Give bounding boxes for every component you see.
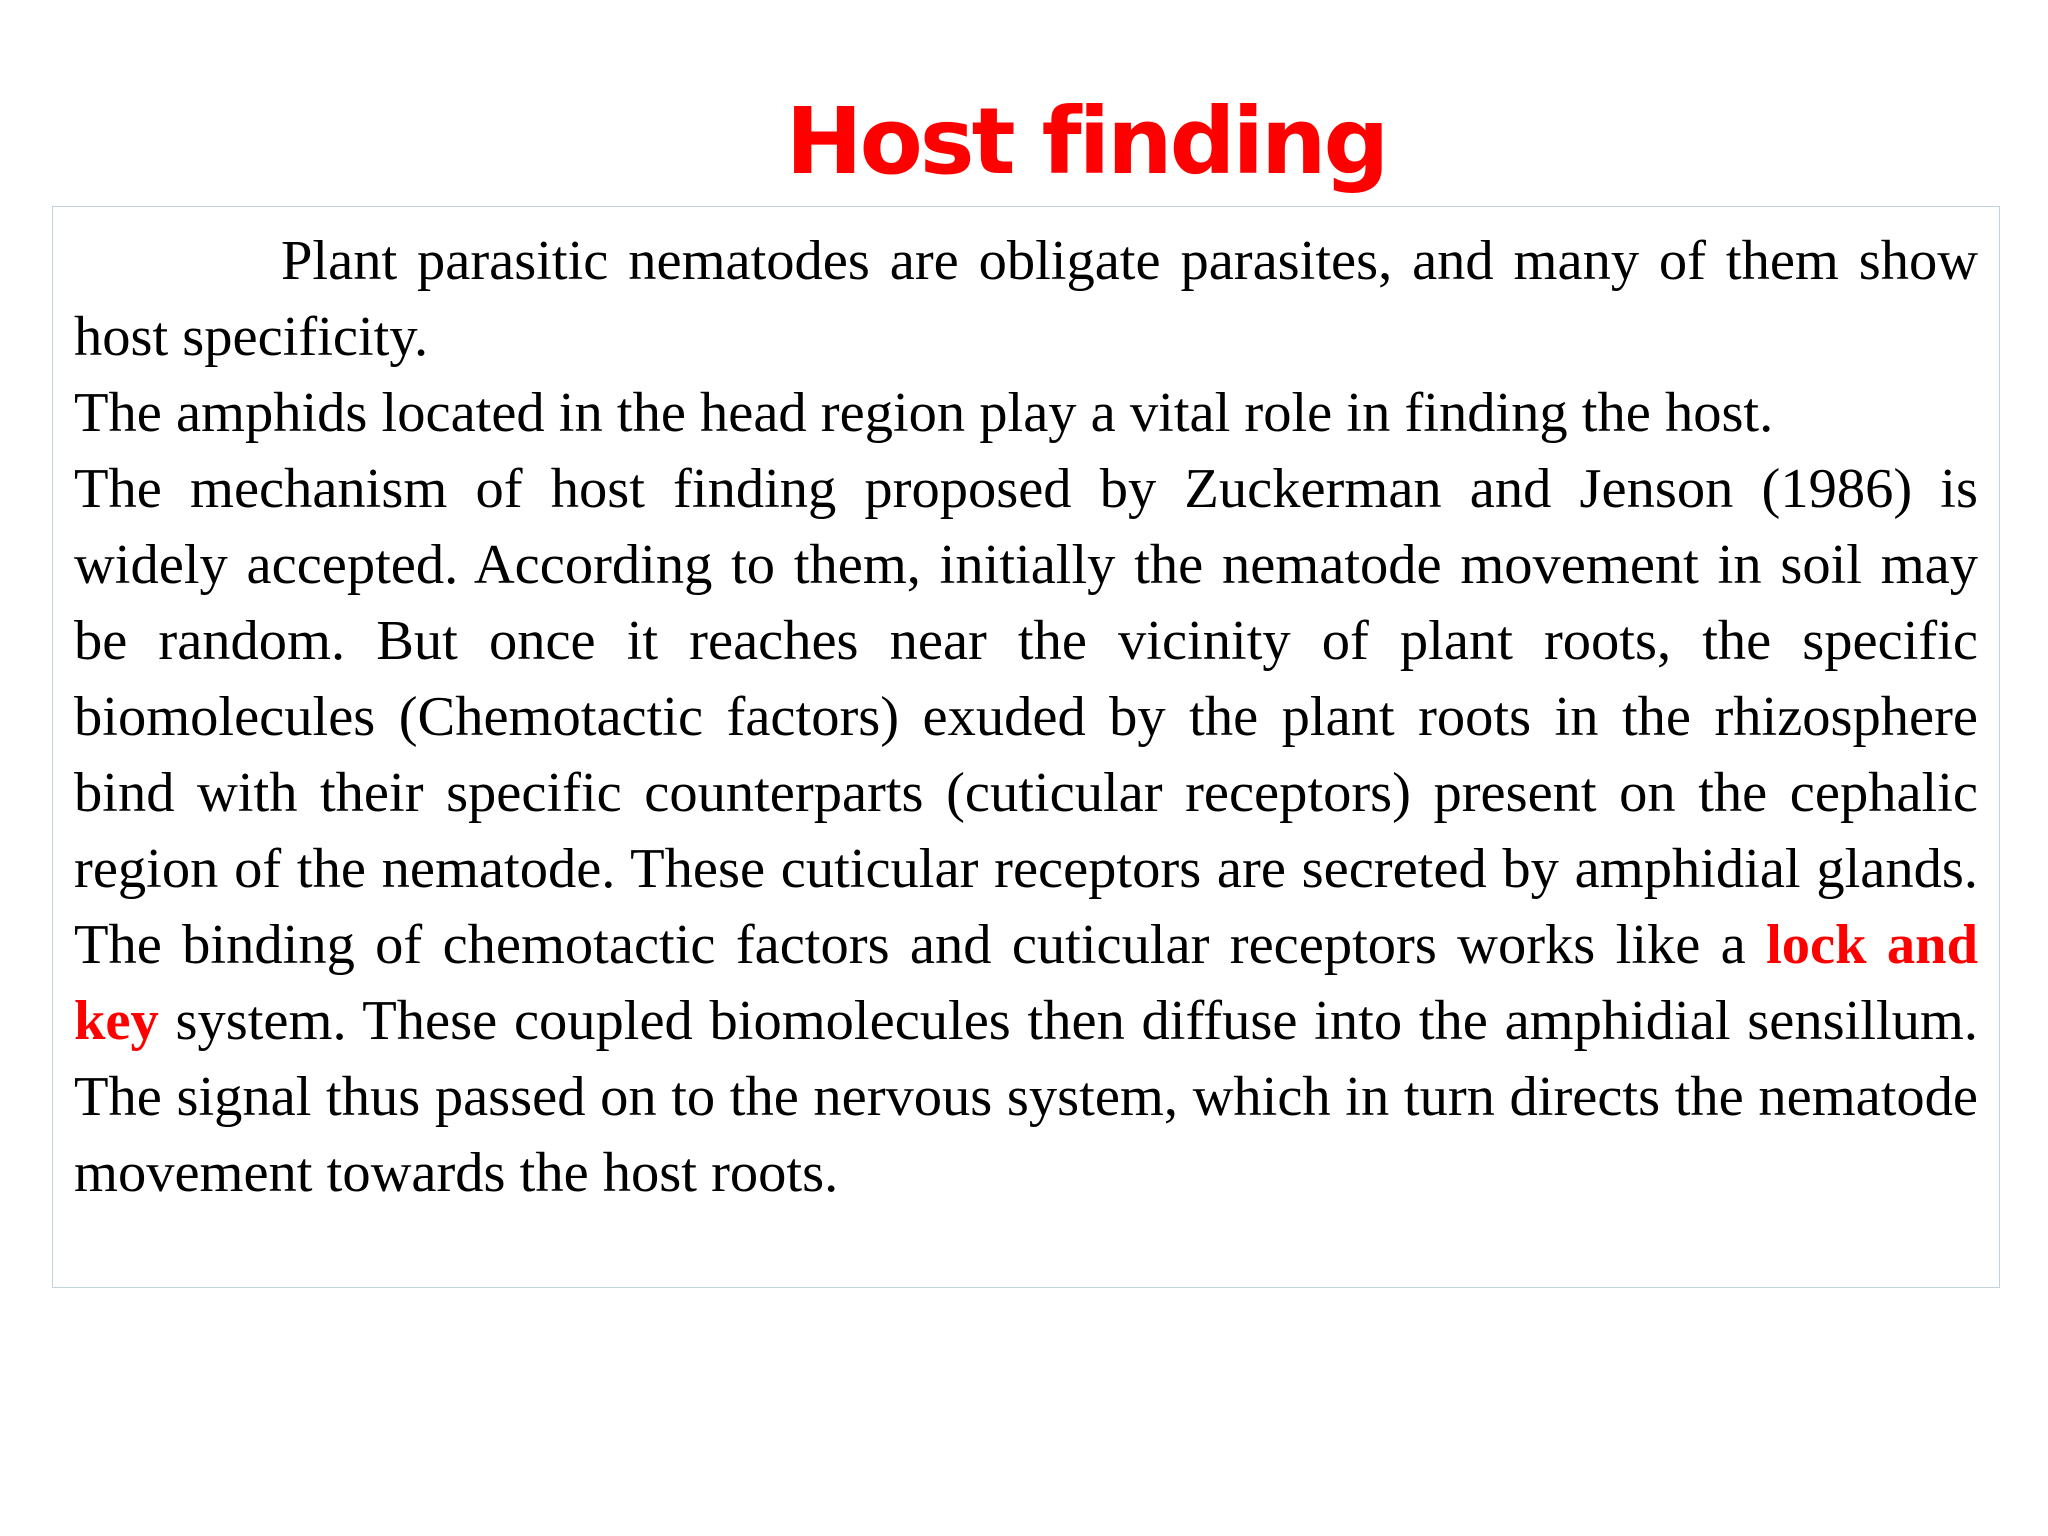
mechanism-text-start: The mechanism of host finding proposed by Zuckerman and Jenson (1986) is widely accepted. According to them, initially the nematode movement in soil may be random. But once it reaches near the vicinity of plant roots, the specific biomolecules (Chemotactic factors) exuded by the plant roots in the rhizosphere bind with their specific counterparts (cuticular receptors) present on the cephalic region of the nematode. These cuticular receptors are secreted by amphidial glands. The binding of chemotactic factors and cuticular receptors works like a (74, 458, 1978, 976)
content-text-box (52, 206, 2000, 1288)
paragraph-obligate-parasites: Plant parasitic nematodes are obligate parasites, and many of them show host specificity. (74, 230, 1978, 368)
paragraph-host-finding-mechanism (74, 451, 1978, 1211)
paragraph-amphids-role: The amphids located in the head region play a vital role in finding the host. (74, 382, 1774, 444)
mechanism-text-end: system. These coupled biomolecules then diffuse into the amphidial sensillum. The signal thus passed on to the nervous system, which in turn directs the nematode movement towards the host roots. (74, 990, 1978, 1204)
lock-and-key-highlight: lock and key (74, 914, 1978, 1052)
slide-title: Host finding (785, 88, 1387, 195)
